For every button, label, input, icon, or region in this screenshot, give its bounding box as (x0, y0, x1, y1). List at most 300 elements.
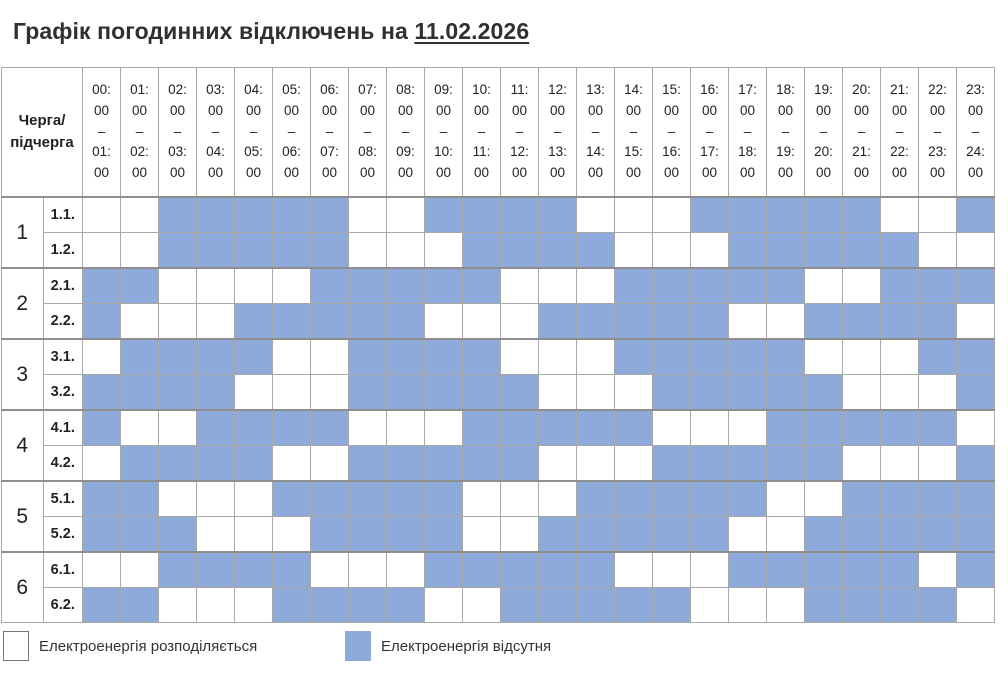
hour-f2: 00 (245, 102, 262, 118)
hour-t1: 11: (472, 144, 491, 160)
power-cell (197, 588, 235, 623)
hour-f2: 00 (967, 102, 984, 118)
power-cell (463, 481, 501, 517)
hour-t2: 00 (701, 165, 718, 181)
power-cell (159, 481, 197, 517)
outage-cell (311, 233, 349, 269)
power-cell (539, 481, 577, 517)
power-cell (387, 197, 425, 233)
power-cell (957, 410, 995, 446)
outage-cell (881, 410, 919, 446)
hour-header (463, 68, 501, 198)
outage-cell (425, 446, 463, 482)
hour-t2: 00 (929, 165, 946, 181)
outage-cell (235, 304, 273, 340)
outage-cell (501, 375, 539, 411)
power-cell (653, 410, 691, 446)
power-cell (311, 446, 349, 482)
outage-cell (121, 517, 159, 553)
power-cell (577, 375, 615, 411)
outage-cell (767, 375, 805, 411)
power-cell (311, 339, 349, 375)
power-cell (349, 197, 387, 233)
power-cell (577, 197, 615, 233)
hour-dash: – (591, 123, 600, 139)
hour-dash: – (363, 123, 372, 139)
outage-cell (805, 446, 843, 482)
power-cell (729, 517, 767, 553)
hour-header (539, 68, 577, 198)
power-cell (881, 339, 919, 375)
hour-t2: 00 (93, 165, 110, 181)
title-prefix: Графік погодинних відключень на (13, 18, 415, 44)
outage-cell (957, 552, 995, 588)
power-cell (121, 233, 159, 269)
outage-cell (691, 446, 729, 482)
hour-t2: 00 (511, 165, 528, 181)
subqueue-label: 4.2. (43, 446, 83, 482)
outage-cell (577, 588, 615, 623)
hour-t1: 16: (662, 144, 681, 160)
power-cell (121, 304, 159, 340)
hour-t1: 06: (282, 144, 301, 160)
outage-cell (159, 197, 197, 233)
outage-cell (387, 481, 425, 517)
hour-f2: 00 (625, 102, 642, 118)
hour-t2: 00 (207, 165, 224, 181)
outage-cell (387, 375, 425, 411)
power-cell (425, 304, 463, 340)
outage-schedule-table (1, 67, 995, 623)
hour-header (615, 68, 653, 198)
outage-cell (957, 481, 995, 517)
hour-header (653, 68, 691, 198)
subqueue-label: 5.1. (43, 481, 83, 517)
power-cell (919, 375, 957, 411)
hour-t1: 05: (244, 144, 263, 160)
outage-cell (235, 552, 273, 588)
hour-t1: 21: (852, 144, 871, 160)
hour-dash: – (819, 123, 828, 139)
hour-f1: 19: (814, 82, 833, 98)
outage-cell (349, 517, 387, 553)
power-cell (387, 552, 425, 588)
outage-cell (767, 197, 805, 233)
hour-header (691, 68, 729, 198)
queue-label: 3 (2, 339, 44, 410)
power-cell (501, 481, 539, 517)
hour-t2: 00 (359, 165, 376, 181)
outage-cell (83, 481, 121, 517)
power-cell (159, 304, 197, 340)
power-cell (957, 588, 995, 623)
outage-cell (501, 233, 539, 269)
subqueue-label: 4.1. (43, 410, 83, 446)
hour-t2: 00 (815, 165, 832, 181)
outage-cell (729, 233, 767, 269)
hour-f2: 00 (283, 102, 300, 118)
outage-cell (767, 339, 805, 375)
hour-dash: – (933, 123, 942, 139)
hour-f1: 00: (92, 82, 111, 98)
hour-f1: 06: (320, 82, 339, 98)
hour-f1: 02: (168, 82, 187, 98)
hour-t1: 19: (776, 144, 795, 160)
hour-header (387, 68, 425, 198)
outage-cell (463, 268, 501, 304)
hour-t2: 00 (549, 165, 566, 181)
outage-cell (311, 268, 349, 304)
power-cell (539, 268, 577, 304)
outage-cell (425, 339, 463, 375)
hour-dash: – (173, 123, 182, 139)
outage-cell (273, 233, 311, 269)
power-cell (577, 339, 615, 375)
outage-cell (463, 552, 501, 588)
hour-dash: – (667, 123, 676, 139)
hour-f2: 00 (321, 102, 338, 118)
power-cell (729, 410, 767, 446)
hour-t2: 00 (739, 165, 756, 181)
outage-cell (919, 410, 957, 446)
hour-dash: – (629, 123, 638, 139)
outage-cell (83, 304, 121, 340)
outage-cell (805, 517, 843, 553)
hour-dash: – (439, 123, 448, 139)
hour-t2: 00 (321, 165, 338, 181)
power-cell (121, 197, 159, 233)
corner-header (2, 68, 83, 198)
hour-f2: 00 (473, 102, 490, 118)
outage-cell (197, 233, 235, 269)
power-cell (121, 410, 159, 446)
power-cell (691, 233, 729, 269)
power-cell (501, 268, 539, 304)
outage-cell (159, 517, 197, 553)
power-cell (387, 233, 425, 269)
hour-f1: 23: (966, 82, 985, 98)
outage-cell (615, 481, 653, 517)
hour-dash: – (287, 123, 296, 139)
hour-f1: 13: (586, 82, 605, 98)
hour-f1: 21: (890, 82, 909, 98)
outage-cell (197, 197, 235, 233)
outage-cell (273, 588, 311, 623)
subqueue-label: 2.2. (43, 304, 83, 340)
outage-cell (691, 517, 729, 553)
hour-t1: 07: (320, 144, 339, 160)
outage-cell (463, 233, 501, 269)
outage-cell (691, 197, 729, 233)
outage-cell (387, 446, 425, 482)
outage-cell (501, 552, 539, 588)
outage-cell (729, 552, 767, 588)
hour-t1: 24: (966, 144, 985, 160)
outage-cell (653, 446, 691, 482)
power-cell (691, 410, 729, 446)
power-cell (235, 481, 273, 517)
table-row (2, 197, 995, 233)
subqueue-label: 6.1. (43, 552, 83, 588)
hour-f2: 00 (549, 102, 566, 118)
hour-dash: – (705, 123, 714, 139)
outage-cell (349, 446, 387, 482)
outage-cell (957, 446, 995, 482)
outage-cell (653, 481, 691, 517)
outage-cell (349, 268, 387, 304)
hour-header (957, 68, 995, 198)
outage-cell (805, 552, 843, 588)
hour-t2: 00 (245, 165, 262, 181)
outage-cell (653, 304, 691, 340)
power-cell (159, 588, 197, 623)
hour-f2: 00 (131, 102, 148, 118)
hour-dash: – (781, 123, 790, 139)
outage-cell (843, 481, 881, 517)
subqueue-label: 5.2. (43, 517, 83, 553)
legend-off-swatch (345, 631, 371, 661)
outage-cell (349, 375, 387, 411)
hour-f2: 00 (93, 102, 110, 118)
outage-cell (349, 339, 387, 375)
outage-cell (83, 517, 121, 553)
outage-cell (805, 197, 843, 233)
outage-cell (159, 375, 197, 411)
power-cell (349, 552, 387, 588)
hour-t2: 00 (169, 165, 186, 181)
outage-cell (691, 304, 729, 340)
outage-cell (919, 517, 957, 553)
hour-t1: 09: (396, 144, 415, 160)
hour-header (577, 68, 615, 198)
power-cell (881, 446, 919, 482)
outage-cell (273, 552, 311, 588)
power-cell (311, 552, 349, 588)
outage-cell (805, 375, 843, 411)
hour-f2: 00 (207, 102, 224, 118)
hour-t2: 00 (131, 165, 148, 181)
hour-dash: – (97, 123, 106, 139)
hour-t2: 00 (435, 165, 452, 181)
hour-header (767, 68, 805, 198)
hour-t1: 02: (130, 144, 149, 160)
power-cell (615, 233, 653, 269)
power-cell (235, 588, 273, 623)
outage-cell (881, 481, 919, 517)
outage-cell (577, 481, 615, 517)
outage-cell (577, 552, 615, 588)
power-cell (121, 552, 159, 588)
outage-cell (881, 517, 919, 553)
outage-cell (425, 268, 463, 304)
power-cell (881, 375, 919, 411)
hour-header (235, 68, 273, 198)
power-cell (919, 446, 957, 482)
outage-cell (197, 339, 235, 375)
power-cell (615, 446, 653, 482)
outage-cell (767, 410, 805, 446)
hour-f2: 00 (511, 102, 528, 118)
outage-cell (653, 517, 691, 553)
hour-f1: 22: (928, 82, 947, 98)
hour-f1: 16: (700, 82, 719, 98)
hour-f2: 00 (435, 102, 452, 118)
outage-cell (577, 304, 615, 340)
page-title (13, 18, 529, 45)
outage-cell (805, 233, 843, 269)
table-row (2, 339, 995, 375)
power-cell (767, 517, 805, 553)
hour-header (197, 68, 235, 198)
hour-dash: – (135, 123, 144, 139)
hour-f1: 04: (244, 82, 263, 98)
outage-cell (425, 517, 463, 553)
hour-f2: 00 (587, 102, 604, 118)
outage-cell (843, 410, 881, 446)
power-cell (577, 446, 615, 482)
outage-cell (843, 517, 881, 553)
outage-cell (691, 375, 729, 411)
legend-on-swatch (3, 631, 29, 661)
hour-f2: 00 (359, 102, 376, 118)
outage-cell (843, 588, 881, 623)
power-cell (767, 588, 805, 623)
hour-f1: 14: (624, 82, 643, 98)
hour-f1: 17: (738, 82, 757, 98)
power-cell (653, 197, 691, 233)
outage-cell (919, 268, 957, 304)
outage-cell (349, 588, 387, 623)
outage-cell (463, 375, 501, 411)
outage-cell (577, 233, 615, 269)
hour-t1: 12: (510, 144, 529, 160)
outage-cell (843, 233, 881, 269)
power-cell (843, 339, 881, 375)
outage-cell (881, 588, 919, 623)
outage-cell (615, 339, 653, 375)
outage-cell (121, 481, 159, 517)
outage-cell (729, 197, 767, 233)
legend-on-label: Електроенергія розподіляється (39, 637, 258, 655)
hour-header (121, 68, 159, 198)
hour-t1: 15: (624, 144, 643, 160)
hour-dash: – (553, 123, 562, 139)
power-cell (767, 304, 805, 340)
power-cell (501, 517, 539, 553)
hour-f2: 00 (777, 102, 794, 118)
hour-t1: 18: (738, 144, 757, 160)
outage-cell (273, 304, 311, 340)
outage-cell (653, 375, 691, 411)
outage-cell (273, 410, 311, 446)
hour-dash: – (249, 123, 258, 139)
outage-cell (615, 588, 653, 623)
power-cell (235, 375, 273, 411)
outage-cell (425, 552, 463, 588)
hour-t2: 00 (663, 165, 680, 181)
hour-t1: 08: (358, 144, 377, 160)
hour-f1: 01: (130, 82, 149, 98)
hour-dash: – (743, 123, 752, 139)
hour-dash: – (895, 123, 904, 139)
subqueue-label: 3.2. (43, 375, 83, 411)
power-cell (425, 410, 463, 446)
table-row (2, 304, 995, 340)
power-cell (197, 268, 235, 304)
hour-t1: 22: (890, 144, 909, 160)
power-cell (767, 481, 805, 517)
power-cell (919, 233, 957, 269)
outage-cell (729, 339, 767, 375)
hour-t1: 04: (206, 144, 225, 160)
hour-f1: 10: (472, 82, 491, 98)
hour-f1: 08: (396, 82, 415, 98)
hour-header (501, 68, 539, 198)
queue-label: 4 (2, 410, 44, 481)
outage-cell (615, 268, 653, 304)
hour-header (349, 68, 387, 198)
hour-f1: 05: (282, 82, 301, 98)
outage-cell (577, 410, 615, 446)
hour-header (805, 68, 843, 198)
legend-on (3, 631, 257, 661)
hour-f2: 00 (815, 102, 832, 118)
outage-cell (311, 517, 349, 553)
outage-cell (539, 517, 577, 553)
power-cell (83, 339, 121, 375)
outage-cell (615, 410, 653, 446)
power-cell (615, 375, 653, 411)
outage-cell (919, 481, 957, 517)
hour-dash: – (401, 123, 410, 139)
power-cell (957, 233, 995, 269)
outage-cell (463, 446, 501, 482)
outage-cell (387, 339, 425, 375)
outage-cell (121, 268, 159, 304)
outage-cell (273, 481, 311, 517)
table-row (2, 375, 995, 411)
outage-cell (881, 304, 919, 340)
outage-cell (197, 552, 235, 588)
power-cell (425, 233, 463, 269)
outage-cell (539, 552, 577, 588)
table-row (2, 588, 995, 623)
outage-cell (919, 339, 957, 375)
outage-cell (843, 197, 881, 233)
power-cell (83, 446, 121, 482)
hour-t1: 20: (814, 144, 833, 160)
outage-cell (387, 517, 425, 553)
outage-cell (83, 588, 121, 623)
corner-label-line1: Черга/ (18, 112, 66, 129)
outage-cell (83, 375, 121, 411)
table-row (2, 268, 995, 304)
power-cell (729, 304, 767, 340)
power-cell (273, 268, 311, 304)
hour-t1: 13: (548, 144, 567, 160)
outage-cell (425, 481, 463, 517)
outage-cell (729, 268, 767, 304)
outage-cell (957, 268, 995, 304)
outage-cell (957, 197, 995, 233)
outage-cell (881, 233, 919, 269)
hour-f2: 00 (701, 102, 718, 118)
table-row (2, 552, 995, 588)
outage-cell (919, 588, 957, 623)
power-cell (843, 375, 881, 411)
outage-cell (615, 304, 653, 340)
power-cell (691, 588, 729, 623)
